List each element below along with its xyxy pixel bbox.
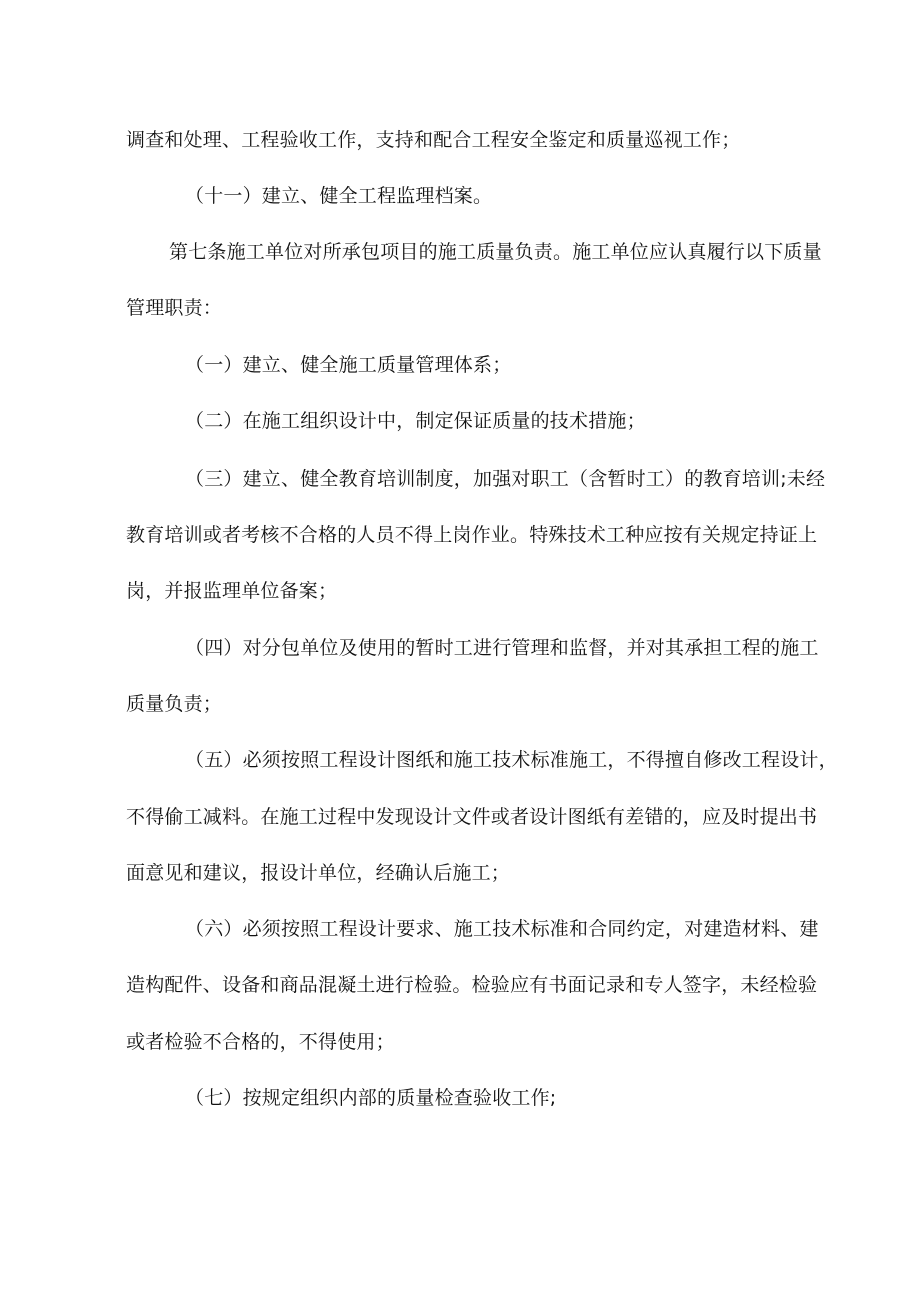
- text-line: 岗，并报监理单位备案；: [126, 580, 338, 602]
- text-line: （七）按规定组织内部的质量检查验收工作;: [185, 1087, 557, 1109]
- text-line: （三）建立、健全教育培训制度，加强对职工（含暂时工）的教育培训;未经: [185, 468, 826, 490]
- text-line: 质量负责；: [126, 693, 223, 715]
- text-line: （五）必须按照工程设计图纸和施工技术标准施工，不得擅自修改工程设计，: [185, 749, 838, 771]
- text-line: （十一）建立、健全工程监理档案。: [185, 185, 493, 207]
- text-line: （四）对分包单位及使用的暂时工进行管理和监督，并对其承担工程的施工: [185, 637, 819, 659]
- text-line: 第七条施工单位对所承包项目的施工质量负责。施工单位应认真履行以下质量: [169, 241, 822, 263]
- text-line: （一）建立、健全施工质量管理体系；: [185, 354, 512, 376]
- text-line: 不得偷工减料。在施工过程中发现设计文件或者设计图纸有差错的，应及时提出书: [126, 806, 818, 828]
- text-line: 面意见和建议，报设计单位，经确认后施工；: [126, 862, 511, 884]
- text-line: 造构配件、设备和商品混凝土进行检验。检验应有书面记录和专人签字，未经检验: [126, 974, 818, 996]
- text-line: 调查和处理、工程验收工作，支持和配合工程安全鉴定和质量巡视工作；: [126, 129, 741, 151]
- text-line: 教育培训或者考核不合格的人员不得上岗作业。特殊技术工种应按有关规定持证上: [126, 524, 818, 546]
- text-line: 管理职责：: [126, 297, 223, 319]
- text-line: 或者检验不合格的，不得使用；: [126, 1031, 395, 1053]
- text-line: （六）必须按照工程设计要求、施工技术标准和合同约定，对建造材料、建: [185, 918, 819, 940]
- text-line: （二）在施工组织设计中，制定保证质量的技术措施；: [185, 410, 646, 432]
